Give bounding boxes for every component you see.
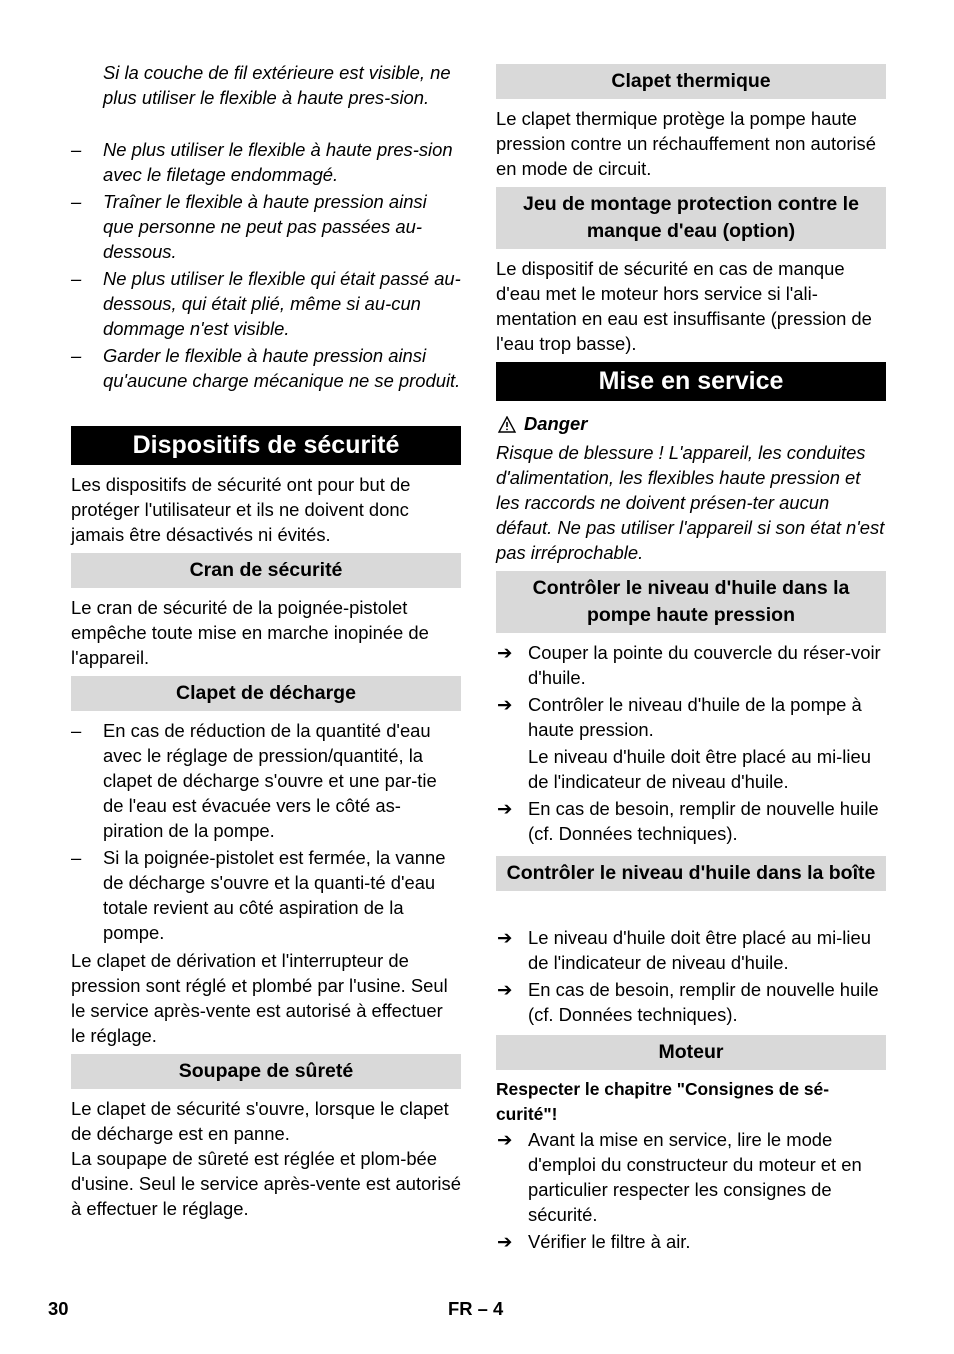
page-number: 30 [48, 1298, 69, 1319]
arrow-right-icon: ➔ [497, 642, 513, 663]
danger-label: Danger [524, 413, 588, 434]
soupape-text-1: Le clapet de sécurité s'ouvre, lorsque le clapet de décharge est en panne. [71, 1098, 449, 1144]
subheading-clapet-decharge: Clapet de décharge [71, 676, 461, 711]
list-item: – Ne plus utiliser le flexible à haute pres-sion avec le filetage endommagé. [71, 139, 453, 185]
list-item: – Traîner le flexible à haute pression ainsi que personne ne peut pas passées au-dessous. [71, 191, 427, 262]
thermique-text: Le clapet thermique protège la pompe haute pression contre un réchauffement non autorisé en mode de circuit. [496, 108, 876, 179]
list-item: ➔ En cas de besoin, remplir de nouvelle huile (cf. Données techniques). [497, 979, 879, 1025]
moteur-list [496, 1127, 886, 1254]
list-item: ➔ Vérifier le filtre à air. [497, 1231, 691, 1252]
subheading-soupape: Soupape de sûreté [71, 1054, 461, 1089]
huile-pompe-note: Le niveau d'huile doit être placé au mi-lieu de l'indicateur de niveau d'huile. [528, 746, 871, 792]
arrow-right-icon: ➔ [497, 798, 513, 819]
list-item: ➔ Le niveau d'huile doit être placé au mi-lieu de l'indicateur de niveau d'huile. [497, 927, 871, 973]
huile-boite-list [496, 925, 886, 1027]
arrow-right-icon: ➔ [497, 979, 513, 1000]
clapet-text: Le clapet de dérivation et l'interrupteur de pression sont réglé et plombé par l'usine. Seul le service après-vente est autorisé à effectuer le réglage. [71, 950, 448, 1046]
jeu-text: Le dispositif de sécurité en cas de manque d'eau met le moteur hors service si l'ali-mentation en eau est insuffisante (pression de l'eau trop basse). [496, 258, 872, 354]
subheading-huile-pompe: Contrôler le niveau d'huile dans la pompe haute pression [496, 571, 886, 633]
subheading-clapet-thermique: Clapet thermique [496, 64, 886, 99]
moteur-instruction: Respecter le chapitre "Consignes de sé-curité"! [496, 1079, 829, 1124]
arrow-right-icon: ➔ [497, 1129, 513, 1150]
clapet-list [71, 718, 461, 945]
subheading-huile-boite: Contrôler le niveau d'huile dans la boîte [496, 856, 886, 891]
list-item: ➔ Contrôler le niveau d'huile de la pompe à haute pression. [497, 694, 862, 740]
danger-text: Risque de blessure ! L'appareil, les conduites d'alimentation, les flexibles haute pression et les raccords ne doivent présen-ter aucun défaut. Ne pas utiliser l'appareil si son état n'est pas irréprochable. [496, 442, 885, 563]
intro-paragraph: Si la couche de fil extérieure est visible, ne plus utiliser le flexible à haute pres-sion. [103, 62, 451, 108]
subheading-cran: Cran de sécurité [71, 553, 461, 588]
subheading-moteur: Moteur [496, 1035, 886, 1070]
list-item: – Ne plus utiliser le flexible qui était passé au-dessous, qui était plié, même si au-cun dommage n'est visible. [71, 268, 461, 339]
dash-bullet: – [71, 191, 82, 212]
soupape-text-2: La soupape de sûreté est réglée et plom-bée d'usine. Seul le service après-vente est autorisé à effectuer le réglage. [71, 1148, 461, 1219]
arrow-right-icon: ➔ [497, 1231, 513, 1252]
list-item: – Garder le flexible à haute pression ainsi qu'aucune charge mécanique ne se produit. [71, 345, 461, 391]
dash-bullet: – [71, 345, 82, 366]
dash-bullet: – [71, 720, 82, 741]
language-page-label: FR – 4 [448, 1298, 504, 1319]
arrow-right-icon: ➔ [497, 694, 513, 715]
dash-bullet: – [71, 847, 82, 868]
list-item: ➔ En cas de besoin, remplir de nouvelle huile (cf. Données techniques). [497, 798, 879, 844]
list-item: – En cas de réduction de la quantité d'eau avec le réglage de pression/quantité, la clapet de décharge s'ouvre et une par-tie de l'eau est évacuée vers le côté as-piration de la pompe. [71, 720, 437, 841]
list-item: – Si la poignée-pistolet est fermée, la vanne de décharge s'ouvre et la quanti-té d'eau totale revient au côté aspiration de la pompe. [71, 847, 446, 943]
dash-bullet: – [71, 268, 82, 289]
warning-icon [496, 416, 518, 433]
arrow-right-icon: ➔ [497, 927, 513, 948]
section-heading: Dispositifs de sécurité [71, 426, 461, 465]
list-item: ➔ Avant la mise en service, lire le mode d'emploi du constructeur du moteur et en particulier respecter les consignes de sécurité. [497, 1129, 862, 1225]
danger-heading [496, 411, 886, 436]
list-item: ➔ Couper la pointe du couvercle du réser-voir d'huile. [497, 642, 881, 688]
subheading-jeu-montage: Jeu de montage protection contre le manque d'eau (option) [496, 187, 886, 249]
cran-text: Le cran de sécurité de la poignée-pistolet empêche toute mise en marche inopinée de l'appareil. [71, 597, 429, 668]
dash-bullet: – [71, 139, 82, 160]
section-text: Les dispositifs de sécurité ont pour but de protéger l'utilisateur et ils ne doivent donc jamais être désactivés ni évités. [71, 474, 411, 545]
dash-list [71, 137, 461, 393]
huile-pompe-list [496, 640, 886, 846]
section-heading-mise-en-service: Mise en service [496, 362, 886, 401]
